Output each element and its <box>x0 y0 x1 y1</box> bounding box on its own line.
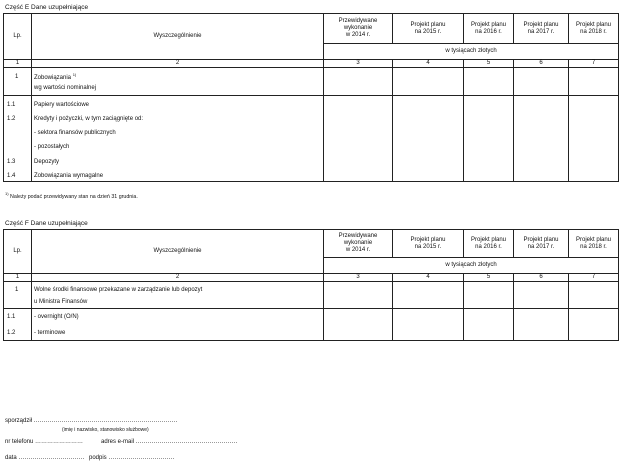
input-cell[interactable] <box>514 282 569 309</box>
colnum-1: 1 <box>4 274 32 282</box>
section-f-title: Część F Dane uzupełniające <box>5 220 88 227</box>
col-header-2018: Projekt planu na 2018 r. <box>569 230 619 258</box>
rows-lp-cell <box>4 96 32 182</box>
col-header-2017: Projekt planu na 2017 r. <box>514 230 569 258</box>
colnum-5: 5 <box>464 274 514 282</box>
rows-label-cell <box>32 309 324 341</box>
phone-field[interactable]: nr telefonu …………………… <box>5 439 84 445</box>
row-label: - sektora finansów publicznych <box>34 130 116 136</box>
description-header: Wyszczególnienie <box>32 230 324 274</box>
input-cell[interactable] <box>569 96 619 182</box>
input-cell[interactable] <box>464 309 514 341</box>
colnum-7: 7 <box>569 274 619 282</box>
row-label: Papiery wartościowe <box>34 102 90 108</box>
row-lp: 1.1 <box>7 314 16 320</box>
col-header-2014: Przewidywane wykonanie w 2014 r. <box>324 230 393 258</box>
input-cell[interactable] <box>393 68 464 96</box>
colnum-6: 6 <box>514 60 569 68</box>
section-f-table <box>3 229 619 341</box>
rows-label-cell <box>32 96 324 182</box>
colnum-7: 7 <box>569 60 619 68</box>
input-cell[interactable] <box>324 96 393 182</box>
col-header-2016: Projekt planu na 2016 r. <box>464 230 514 258</box>
row-label: Depozyty <box>34 159 60 165</box>
row-lp: 1.2 <box>7 330 16 336</box>
row-lp: 1.1 <box>7 102 16 108</box>
col-header-2015: Projekt planu na 2015 r. <box>393 230 464 258</box>
input-cell[interactable] <box>569 282 619 309</box>
row-1-label: Zobowiązania $^{1)}$ <box>34 72 77 81</box>
input-cell[interactable] <box>464 96 514 182</box>
input-cell[interactable] <box>514 68 569 96</box>
row-lp: 1.3 <box>7 159 16 165</box>
lp-header: Lp. <box>4 14 32 60</box>
col-header-2014: Przewidywane wykonanie w 2014 r. <box>324 14 393 44</box>
colnum-4: 4 <box>393 274 464 282</box>
row-1-label-line2: u Ministra Finansów <box>34 299 88 305</box>
footnote: $^{1)}$ Należy podać przewidywany stan na dzień 31 grudnia. <box>5 191 138 200</box>
colnum-6: 6 <box>514 274 569 282</box>
date-field[interactable]: data …………………………… <box>5 455 85 461</box>
colnum-5: 5 <box>464 60 514 68</box>
row-1-lp-cell <box>4 68 32 96</box>
row-lp: 1.4 <box>7 173 16 179</box>
input-cell[interactable] <box>514 96 569 182</box>
lp-header: Lp. <box>4 230 32 274</box>
email-field[interactable]: adres e-mail …………………………………………… <box>101 439 238 445</box>
prepared-by-field[interactable]: sporządził ……………………………………………………………… <box>5 418 178 424</box>
footnote-ref: 1) <box>72 72 77 77</box>
colnum-2: 2 <box>32 274 324 282</box>
col-header-2016: Projekt planu na 2016 r. <box>464 14 514 44</box>
input-cell[interactable] <box>393 282 464 309</box>
unit-label: w tysiącach złotych <box>324 44 619 60</box>
section-e-title: Część E Dane uzupełniające <box>5 4 89 11</box>
col-header-2018: Projekt planu na 2018 r. <box>569 14 619 44</box>
row-1-label-line2: wg wartości nominalnej <box>34 85 97 91</box>
row-1-label-cell <box>32 68 324 96</box>
colnum-3: 3 <box>324 60 393 68</box>
col-header-2015: Projekt planu na 2015 r. <box>393 14 464 44</box>
row-lp: 1.2 <box>7 116 16 122</box>
input-cell[interactable] <box>324 309 393 341</box>
input-cell[interactable] <box>324 282 393 309</box>
input-cell[interactable] <box>464 282 514 309</box>
colnum-3: 3 <box>324 274 393 282</box>
row-label: - pozostałych <box>34 144 70 150</box>
rows-lp-cell <box>4 309 32 341</box>
input-cell[interactable] <box>514 309 569 341</box>
row-1-lp: 1 <box>15 287 19 293</box>
input-cell[interactable] <box>569 309 619 341</box>
colnum-2: 2 <box>32 60 324 68</box>
row-label: Kredyty i pożyczki, w tym zaciągnięte od: <box>34 116 144 122</box>
unit-label: w tysiącach złotych <box>324 258 619 274</box>
signature-field[interactable]: podpis …………………………… <box>89 455 175 461</box>
row-1-label: Wolne środki finansowe przekazane w zarządzanie lub depozyt <box>34 287 203 293</box>
input-cell[interactable] <box>324 68 393 96</box>
row-label: - overnight (O/N) <box>34 314 79 320</box>
col-header-2017: Projekt planu na 2017 r. <box>514 14 569 44</box>
colnum-4: 4 <box>393 60 464 68</box>
prepared-by-caption: (imię i nazwisko, stanowisko służbowe) <box>62 427 149 433</box>
input-cell[interactable] <box>393 96 464 182</box>
section-e-table <box>3 13 619 182</box>
input-cell[interactable] <box>569 68 619 96</box>
row-1-lp: 1 <box>15 74 19 80</box>
row-label: - terminowe <box>34 330 66 336</box>
colnum-1: 1 <box>4 60 32 68</box>
input-cell[interactable] <box>464 68 514 96</box>
input-cell[interactable] <box>393 309 464 341</box>
row-1-label-cell <box>32 282 324 309</box>
row-label: Zobowiązania wymagalne <box>34 173 104 179</box>
description-header: Wyszczególnienie <box>32 14 324 60</box>
row-1-lp-cell <box>4 282 32 309</box>
